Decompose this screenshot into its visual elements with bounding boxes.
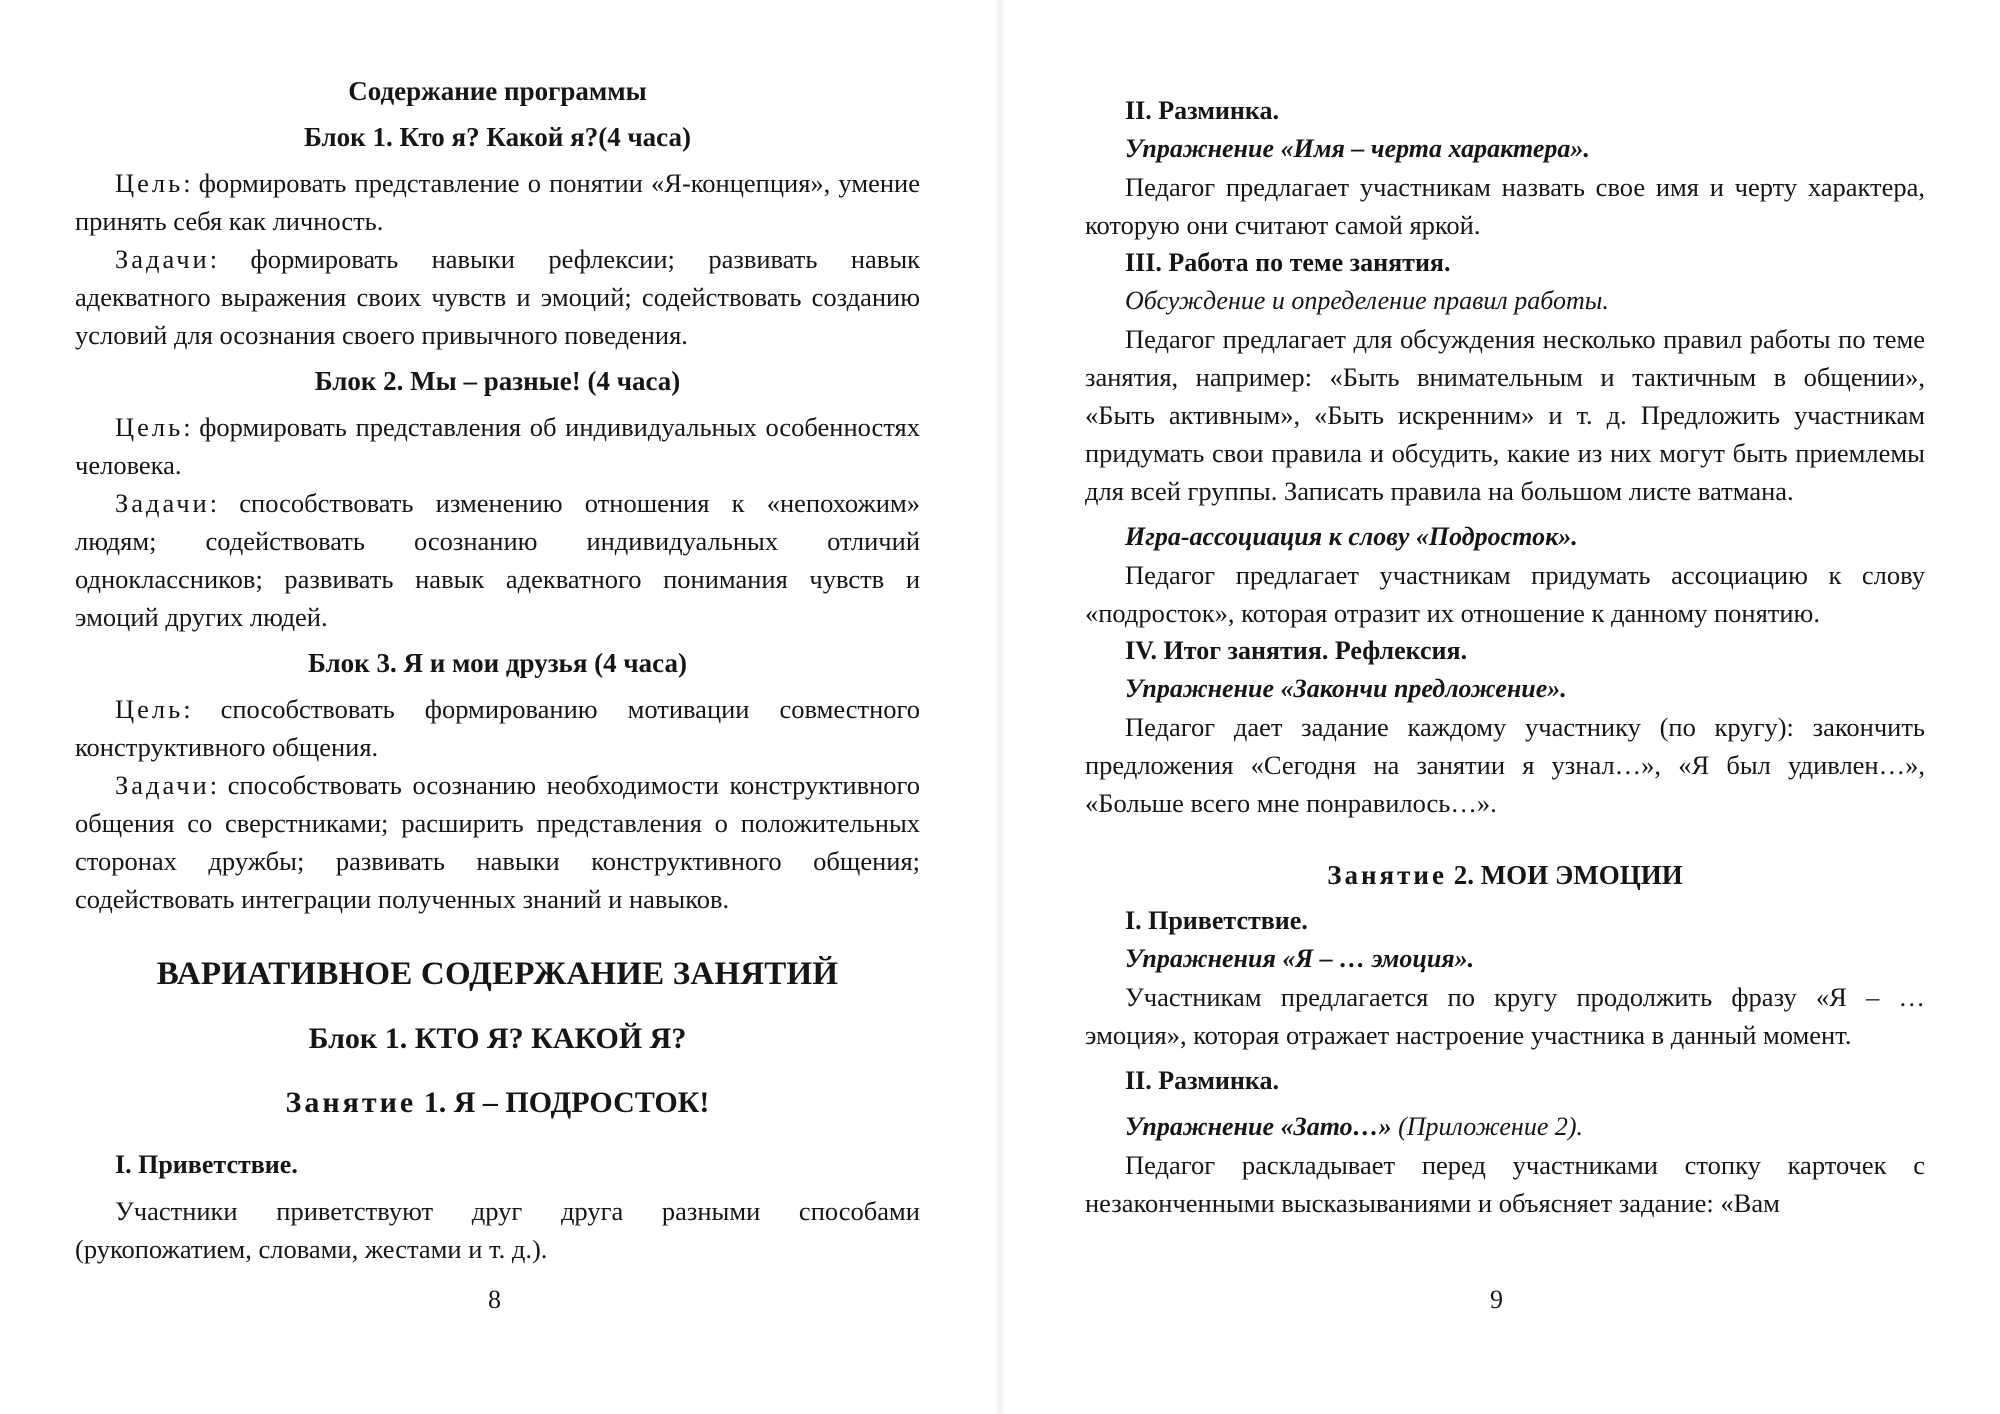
goal-text: : способствовать формированию мотивации совместного конструктивного общения. [75, 694, 920, 762]
lesson-label: Занятие [1327, 860, 1447, 890]
lesson-title: 1. Я – ПОДРОСТОК! [416, 1086, 710, 1119]
goal-text: : формировать представление о понятии «Я-концепция», умение принять себя как личность. [75, 168, 920, 236]
lesson2-heading [1085, 856, 1925, 894]
program-content-title: Содержание программы [348, 76, 647, 106]
warmup2-heading: II. Разминка. [1125, 1066, 1279, 1095]
zato-exercise-heading [1085, 1108, 1925, 1146]
lesson1-heading [75, 1082, 920, 1124]
emotion-exercise-heading: Упражнения «Я – … эмоция». [1125, 944, 1475, 973]
warmup-heading: II. Разминка. [1125, 96, 1279, 125]
block1-caps-heading: Блок 1. КТО Я? КАКОЙ Я? [308, 1022, 687, 1055]
block3-goal [75, 690, 920, 766]
rules-text: Педагог предлагает для обсуждения несколько правил работы по теме занятия, например: «Быть внимательным и тактичным в общении», «Быть активным», «Быть искренним» и т. д. Предложить участникам придумать свои правила и обсудить, какие из них могут быть приемлемы для всей группы. Записать правила на большом листе ватмана. [1085, 324, 1925, 506]
rules-heading: Обсуждение и определение правил работы. [1125, 286, 1609, 315]
block1-heading: Блок 1. Кто я? Какой я?(4 часа) [304, 122, 691, 152]
goal-label: Цель [115, 412, 184, 442]
block2-goal [75, 408, 920, 484]
tasks-label: Задачи [115, 770, 210, 800]
goal-text: : формировать представления об индивидуальных особенностях человека. [75, 412, 920, 480]
lesson-title: 2. МОИ ЭМОЦИИ [1446, 860, 1683, 890]
finish-sentence-heading: Упражнение «Закончи предложение». [1125, 674, 1567, 703]
block1-tasks [75, 240, 920, 354]
zato-heading-note: (Приложение 2). [1391, 1112, 1584, 1141]
right-page [1000, 0, 2000, 1414]
summary-heading: IV. Итог занятия. Рефлексия. [1125, 636, 1468, 665]
goal-label: Цель [115, 168, 184, 198]
emotion-exercise-text: Участникам предлагается по кругу продолжить фразу «Я – … эмоция», которая отражает настроение участника в данный момент. [1085, 982, 1925, 1050]
page-number-right: 9 [1490, 1285, 1503, 1314]
block3-heading: Блок 3. Я и мои друзья (4 часа) [308, 648, 687, 678]
goal-label: Цель [115, 694, 184, 724]
block3-tasks [75, 766, 920, 918]
zato-exercise-text: Педагог раскладывает перед участниками стопку карточек с незаконченными высказываниями и объясняет задание: «Вам [1085, 1150, 1925, 1218]
exercise-name-heading: Упражнение «Имя – черта характера». [1125, 134, 1590, 163]
lesson-label: Занятие [285, 1086, 417, 1119]
association-heading: Игра-ассоциация к слову «Подросток». [1125, 522, 1578, 551]
work-heading: III. Работа по теме занятия. [1125, 248, 1451, 277]
left-page-content [75, 72, 920, 1268]
greeting-text: Участники приветствуют друг друга разными способами (рукопожатием, словами, жестами и т. д.). [75, 1196, 920, 1264]
block1-goal [75, 164, 920, 240]
variative-content-title: ВАРИАТИВНОЕ СОДЕРЖАНИЕ ЗАНЯТИЙ [156, 956, 839, 992]
tasks-text: : способствовать осознанию необходимости конструктивного общения со сверстниками; расширить представления о положительных сторонах дружбы; развивать навыки конструктивного общения; содействовать интеграции полученных знаний и навыков. [75, 770, 920, 914]
block2-tasks [75, 484, 920, 636]
tasks-label: Задачи [115, 244, 210, 274]
exercise-name-text: Педагог предлагает участникам назвать свое имя и черту характера, которую они считают самой яркой. [1085, 172, 1925, 240]
association-text: Педагог предлагает участникам придумать ассоциацию к слову «подросток», которая отразит их отношение к данному понятию. [1085, 560, 1925, 628]
tasks-text: : способствовать изменению отношения к «непохожим» людям; содействовать осознанию индивидуальных отличий одноклассников; развивать навык адекватного понимания чувств и эмоций других людей. [75, 488, 920, 632]
greeting-heading: I. Приветствие. [115, 1150, 298, 1179]
finish-sentence-text: Педагог дает задание каждому участнику (по кругу): закончить предложения «Сегодня на занятии я узнал…», «Я был удивлен…», «Больше всего мне понравилось…». [1085, 712, 1925, 818]
greeting2-heading: I. Приветствие. [1125, 906, 1308, 935]
right-page-content [1085, 92, 1925, 1222]
tasks-label: Задачи [115, 488, 210, 518]
tasks-text: : формировать навыки рефлексии; развивать навык адекватного выражения своих чувств и эмоций; содействовать созданию условий для осознания своего привычного поведения. [75, 244, 920, 350]
block2-heading: Блок 2. Мы – разные! (4 часа) [314, 366, 681, 396]
page-number-left: 8 [488, 1285, 501, 1314]
zato-heading-bold: Упражнение «Зато…» [1125, 1112, 1392, 1141]
